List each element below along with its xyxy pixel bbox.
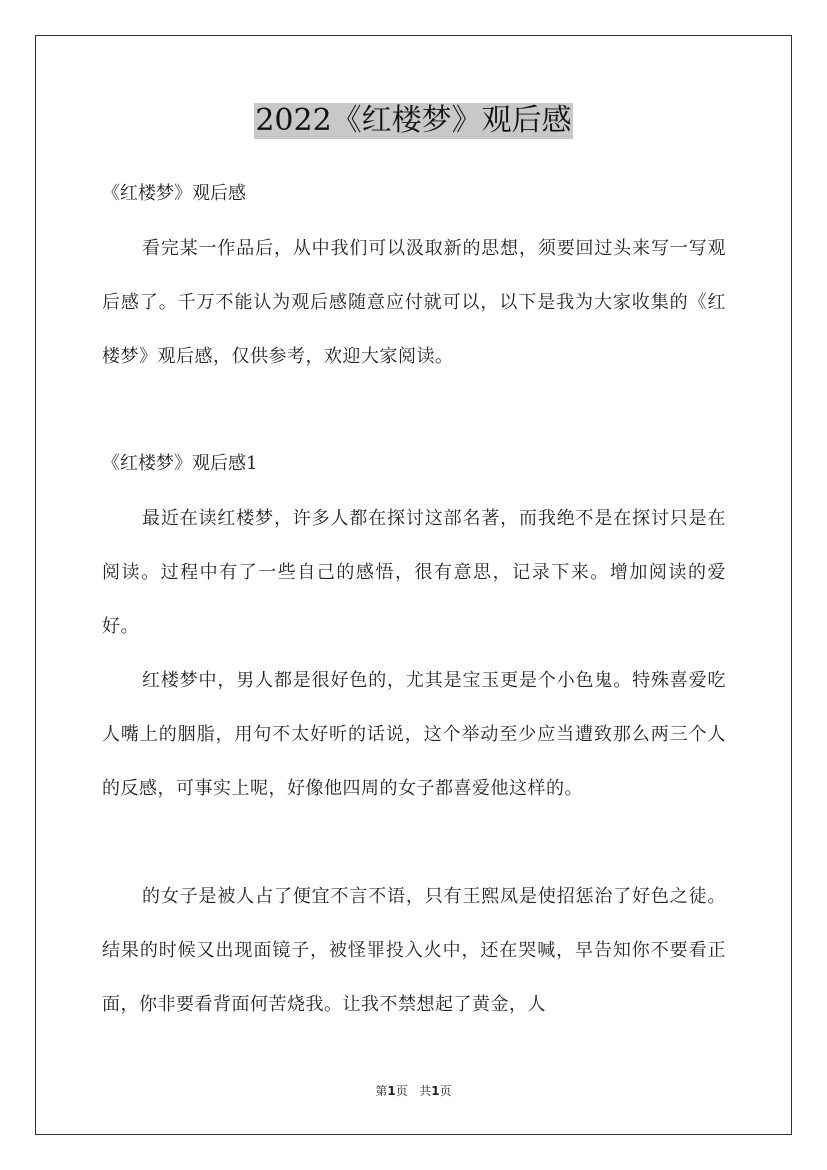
- footer-page-suffix: 页: [395, 1084, 408, 1098]
- title-container: [0, 103, 827, 139]
- page-footer: [0, 1082, 827, 1099]
- document-subtitle: 《红楼梦》观后感: [102, 183, 246, 204]
- body-paragraph-3: 的女子是被人占了便宜不言不语，只有王熙凤是使招惩治了好色之徒。结果的时候又出现面镜子，被怪罪投入火中，还在哭喊，早告知你不要看正面，你非要看背面何苦烧我。让我不禁想起了黄金，人: [102, 886, 726, 1015]
- intro-paragraph: 看完某一作品后，从中我们可以汲取新的思想，须要回过头来写一写观后感了。千万不能认为观后感随意应付就可以，以下是我为大家收集的《红楼梦》观后感，仅供参考，欢迎大家阅读。: [102, 238, 726, 367]
- footer-total-pages: 1: [431, 1084, 440, 1098]
- footer-total-suffix: 页: [439, 1084, 452, 1098]
- body-paragraph-1: 最近在读红楼梦，许多人都在探讨这部名著，而我绝不是在探讨只是在阅读。过程中有了一些自己的感悟，很有意思，记录下来。增加阅读的爱好。: [102, 508, 726, 637]
- footer-page-number: 1: [387, 1084, 396, 1098]
- document-title: 2022《红楼梦》观后感: [255, 103, 572, 138]
- section-heading: 《红楼梦》观后感1: [102, 453, 258, 474]
- footer-page-prefix: 第: [375, 1084, 388, 1098]
- body-paragraph-2: 红楼梦中，男人都是很好色的，尤其是宝玉更是个小色鬼。特殊喜爱吃人嘴上的胭脂，用句不太好听的话说，这个举动至少应当遭致那么两三个人的反感，可事实上呢，好像他四周的女子都喜爱他这样的。: [102, 670, 726, 799]
- footer-total-prefix: 共: [419, 1084, 432, 1098]
